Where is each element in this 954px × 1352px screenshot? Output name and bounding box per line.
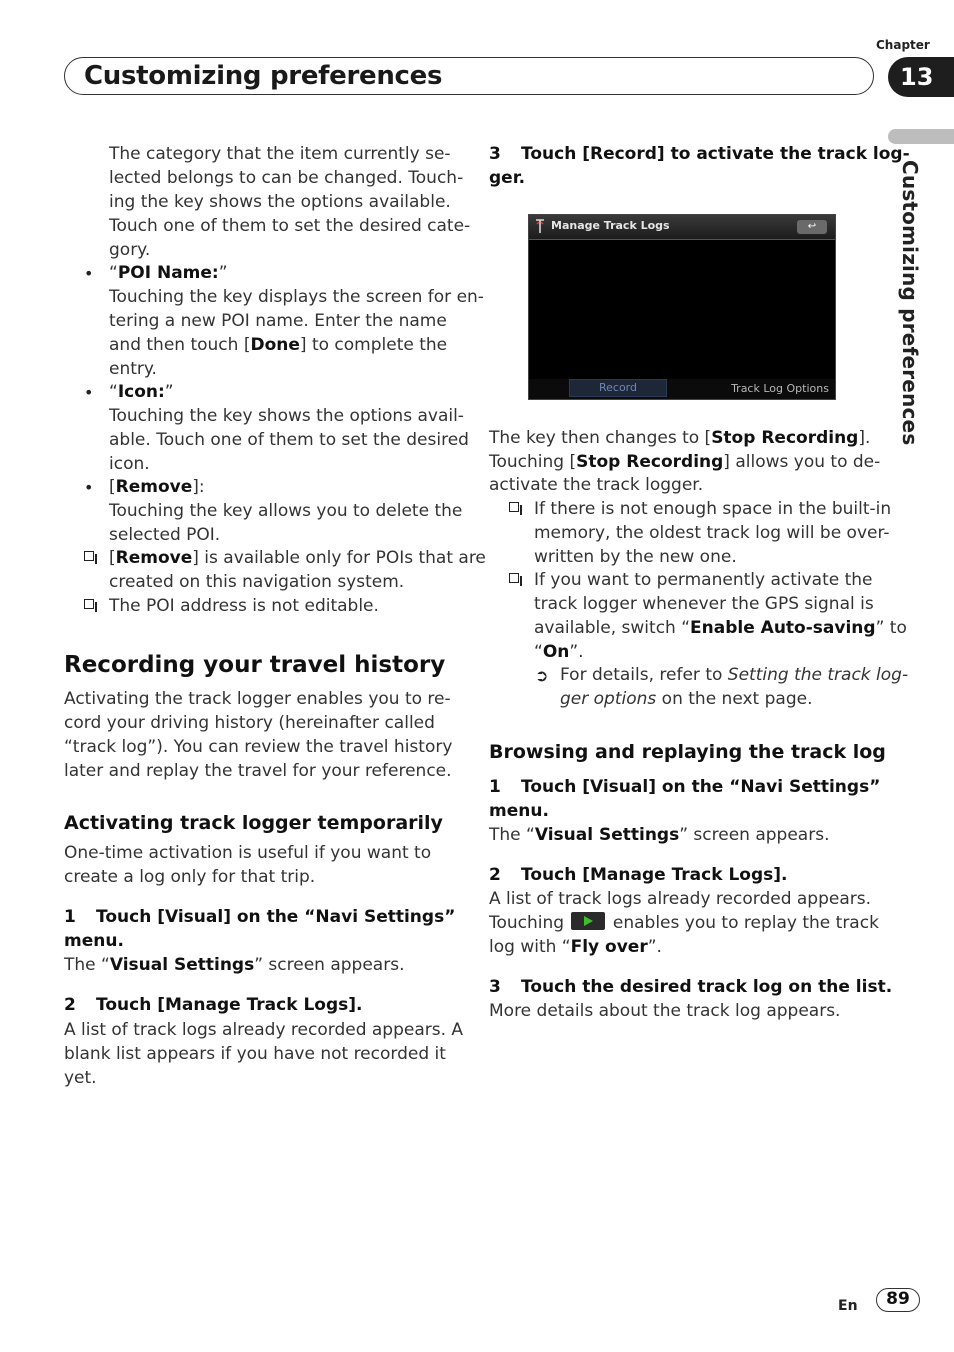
intro-line: lected belongs to can be changed. Touch- — [109, 168, 464, 188]
language-label: En — [838, 1298, 858, 1314]
note-text: available, switch “Enable Auto-saving” to — [534, 618, 907, 638]
step-number: 2 — [489, 865, 501, 885]
intro-line: Touch one of them to set the desired cate- — [109, 216, 471, 236]
screen-title: Manage Track Logs — [551, 219, 670, 232]
subsection-para: create a log only for that trip. — [64, 867, 316, 887]
intro-line: ing the key shows the options available. — [109, 192, 451, 212]
step-number: 1 — [489, 777, 501, 797]
step-result: The “Visual Settings” screen appears. — [489, 825, 830, 845]
section-para: “track log”). You can review the travel history — [64, 737, 453, 757]
track-log-options-button[interactable]: Track Log Options — [731, 382, 829, 395]
bullet-icon: • — [84, 478, 94, 497]
step-title: menu. — [64, 931, 124, 951]
note-text: “On”. — [534, 642, 584, 662]
remove-term: [Remove]: — [109, 477, 205, 497]
step-result: blank list appears if you have not recorded it — [64, 1044, 446, 1064]
icon-desc: Touching the key shows the options avail- — [109, 406, 464, 426]
note-checkbox-icon — [84, 551, 94, 561]
icon-desc: icon. — [109, 454, 150, 474]
step-number: 3 — [489, 144, 501, 164]
device-screenshot — [528, 214, 836, 400]
step-title: menu. — [489, 801, 549, 821]
note-checkbox-icon — [509, 573, 519, 583]
note-text: memory, the oldest track log will be over- — [534, 523, 890, 543]
side-section-label: Customizing preferences — [898, 160, 922, 446]
note-checkbox-icon — [84, 599, 94, 609]
step-result: The “Visual Settings” screen appears. — [64, 955, 405, 975]
chapter-number-badge: 13 — [888, 57, 954, 97]
section-heading: Recording your travel history — [64, 652, 446, 678]
note-text: created on this navigation system. — [109, 572, 405, 592]
poi-name-desc: entry. — [109, 359, 157, 379]
page-title: Customizing preferences — [84, 61, 443, 91]
step-title: Touch [Visual] on the “Navi Settings” — [96, 907, 456, 927]
bullet-icon: • — [84, 264, 94, 283]
reference-arrow-icon: ➲ — [535, 666, 549, 685]
step-title: Touch [Manage Track Logs]. — [521, 865, 788, 885]
body-text: activate the track logger. — [489, 475, 704, 495]
reference-text: For details, refer to Setting the track log- — [560, 665, 909, 685]
step-result: More details about the track log appears. — [489, 1001, 841, 1021]
subsection-heading: Browsing and replaying the track log — [489, 741, 886, 763]
page-number: 89 — [876, 1288, 920, 1312]
step-result: Touching enables you to replay the track — [489, 913, 879, 933]
play-icon — [571, 912, 605, 930]
back-button[interactable]: ↩ — [797, 220, 827, 234]
section-para: Activating the track logger enables you to re- — [64, 689, 451, 709]
poi-name-desc: and then touch [Done] to complete the — [109, 335, 448, 355]
step-result: A list of track logs already recorded appears. A — [64, 1020, 464, 1040]
body-text: The key then changes to [Stop Recording]. — [489, 428, 871, 448]
step-number: 2 — [64, 995, 76, 1015]
remove-desc: selected POI. — [109, 525, 221, 545]
step-title: Touch [Record] to activate the track log- — [521, 144, 910, 164]
subsection-para: One-time activation is useful if you want to — [64, 843, 432, 863]
icon-desc: able. Touch one of them to set the desired — [109, 430, 469, 450]
note-text: If there is not enough space in the built-in — [534, 499, 892, 519]
note-text: If you want to permanently activate the — [534, 570, 873, 590]
icon-term: “Icon:” — [109, 382, 174, 402]
step-title: Touch [Manage Track Logs]. — [96, 995, 363, 1015]
subsection-heading: Activating track logger temporarily — [64, 812, 443, 834]
step-number: 1 — [64, 907, 76, 927]
intro-line: The category that the item currently se- — [109, 144, 451, 164]
step-result: yet. — [64, 1068, 97, 1088]
poi-name-desc: Touching the key displays the screen for en- — [109, 287, 484, 307]
section-para: cord your driving history (hereinafter called — [64, 713, 435, 733]
remove-desc: Touching the key allows you to delete the — [109, 501, 463, 521]
section-para: later and replay the travel for your reference. — [64, 761, 452, 781]
step-number: 3 — [489, 977, 501, 997]
reference-text: ger options on the next page. — [560, 689, 813, 709]
note-checkbox-icon — [509, 502, 519, 512]
chapter-label: Chapter — [876, 38, 930, 52]
step-title: ger. — [489, 168, 526, 188]
track-log-icon — [535, 218, 545, 234]
note-text: [Remove] is available only for POIs that are — [109, 548, 486, 568]
step-result: A list of track logs already recorded appears. — [489, 889, 872, 909]
note-text: The POI address is not editable. — [109, 596, 379, 616]
step-title: Touch the desired track log on the list. — [521, 977, 893, 997]
poi-name-desc: tering a new POI name. Enter the name — [109, 311, 447, 331]
bullet-icon: • — [84, 383, 94, 402]
note-text: track logger whenever the GPS signal is — [534, 594, 874, 614]
screen-footer — [529, 379, 835, 399]
intro-line: gory. — [109, 240, 151, 260]
poi-name-term: “POI Name:” — [109, 263, 228, 283]
body-text: Touching [Stop Recording] allows you to de- — [489, 452, 881, 472]
record-button[interactable]: Record — [569, 379, 667, 397]
step-title: Touch [Visual] on the “Navi Settings” — [521, 777, 881, 797]
note-text: written by the new one. — [534, 547, 737, 567]
screen-title-bar — [529, 215, 835, 240]
step-result: log with “Fly over”. — [489, 937, 662, 957]
